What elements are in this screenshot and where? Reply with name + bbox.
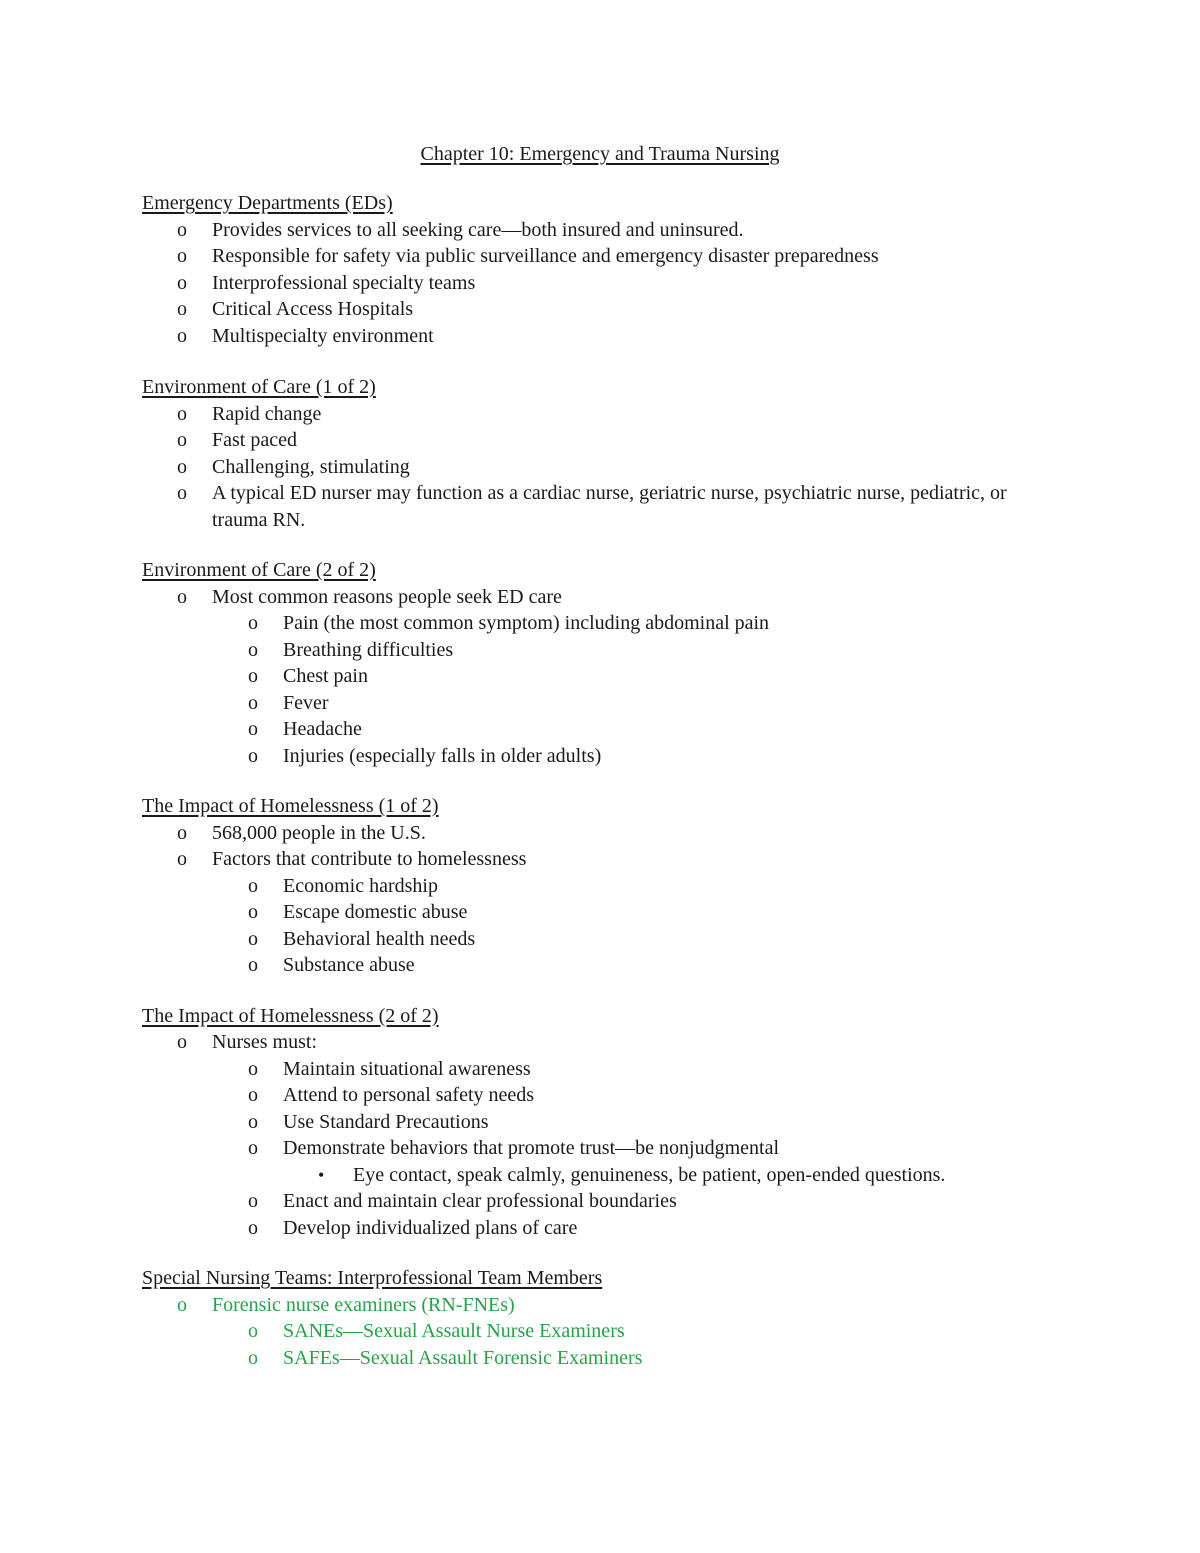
list-item: o SAFEs—Sexual Assault Forensic Examiners [142, 1345, 1062, 1372]
document-body [142, 190, 1062, 1395]
section-homelessness-2 [142, 1003, 1062, 1242]
list-item: o Responsible for safety via public surveillance and emergency disaster preparedness [142, 243, 1062, 270]
list-item: o 568,000 people in the U.S. [142, 820, 1062, 847]
hollow-bullet-icon: o [248, 954, 258, 976]
hollow-bullet-icon: o [177, 1293, 187, 1316]
list-item: • Eye contact, speak calmly, genuineness, be patient, open-ended questions. [142, 1162, 1062, 1189]
list-item: o Breathing difficulties [142, 637, 1062, 664]
list-item: o Multispecialty environment [142, 323, 1062, 350]
hollow-bullet-icon: o [248, 638, 258, 661]
sub-bullet-list [142, 873, 1062, 979]
hollow-bullet-icon: o [248, 1110, 258, 1133]
bullet-list [142, 820, 1062, 873]
hollow-bullet-icon: o [248, 691, 258, 714]
hollow-bullet-icon: o [177, 429, 187, 451]
bullet-list [142, 584, 1062, 611]
list-item: o Fever [142, 690, 1062, 717]
hollow-bullet-icon: o [177, 455, 187, 478]
list-item: o Rapid change [142, 401, 1062, 428]
hollow-bullet-icon: o [177, 402, 187, 425]
list-item: o Chest pain [142, 663, 1062, 690]
hollow-bullet-icon: o [248, 901, 258, 923]
hollow-bullet-icon: o [248, 874, 258, 897]
list-item: o Pain (the most common symptom) including abdominal pain [142, 610, 1062, 637]
list-item: o Substance abuse [142, 952, 1062, 979]
section-environment-of-care-2 [142, 557, 1062, 769]
hollow-bullet-icon: o [177, 271, 187, 294]
sub-sub-bullet-list [142, 1162, 1062, 1189]
hollow-bullet-icon: o [248, 1084, 258, 1106]
hollow-bullet-icon: o [177, 324, 187, 347]
section-special-nursing-teams [142, 1265, 1062, 1371]
list-item: o Attend to personal safety needs [142, 1082, 1062, 1109]
list-item: o Headache [142, 716, 1062, 743]
hollow-bullet-icon: o [248, 927, 258, 950]
section-heading: The Impact of Homelessness (1 of 2) [142, 795, 439, 817]
section-homelessness-1 [142, 793, 1062, 979]
list-item: o Escape domestic abuse [142, 899, 1062, 926]
hollow-bullet-icon: o [177, 1031, 187, 1053]
section-heading: Emergency Departments (EDs) [142, 192, 393, 214]
section-heading: Environment of Care (1 of 2) [142, 376, 376, 398]
hollow-bullet-icon: o [248, 612, 258, 634]
bullet-list [142, 1292, 1062, 1319]
hollow-bullet-icon: o [177, 585, 187, 608]
list-item: o Challenging, stimulating [142, 454, 1062, 481]
list-item: o Use Standard Precautions [142, 1109, 1062, 1136]
list-item: o Provides services to all seeking care—both insured and uninsured. [142, 217, 1062, 244]
list-item: o Develop individualized plans of care [142, 1215, 1062, 1242]
section-emergency-departments [142, 190, 1062, 349]
sub-bullet-list [142, 1056, 1062, 1162]
hollow-bullet-icon: o [177, 482, 187, 504]
sub-bullet-list [142, 1188, 1062, 1241]
hollow-bullet-icon: o [177, 821, 187, 844]
hollow-bullet-icon: o [248, 1216, 258, 1239]
hollow-bullet-icon: o [248, 1190, 258, 1212]
solid-bullet-icon: • [318, 1164, 325, 1185]
list-item: o Most common reasons people seek ED care [142, 584, 1062, 611]
bullet-list [142, 217, 1062, 350]
bullet-list [142, 1029, 1062, 1056]
list-item: o Nurses must: [142, 1029, 1062, 1056]
hollow-bullet-icon: o [177, 848, 187, 870]
list-item: o Fast paced [142, 427, 1062, 454]
hollow-bullet-icon: o [177, 298, 187, 320]
document-title: Chapter 10: Emergency and Trauma Nursing [420, 143, 780, 165]
sub-bullet-list [142, 1318, 1062, 1371]
list-item: o Critical Access Hospitals [142, 296, 1062, 323]
list-item: o Behavioral health needs [142, 926, 1062, 953]
hollow-bullet-icon: o [248, 1137, 258, 1159]
list-item: o Maintain situational awareness [142, 1056, 1062, 1083]
sub-bullet-list [142, 610, 1062, 769]
hollow-bullet-icon: o [248, 1346, 258, 1369]
list-item: o Forensic nurse examiners (RN-FNEs) [142, 1292, 1062, 1319]
hollow-bullet-icon: o [248, 718, 258, 740]
list-item: o SANEs—Sexual Assault Nurse Examiners [142, 1318, 1062, 1345]
hollow-bullet-icon: o [248, 665, 258, 687]
list-item: o Economic hardship [142, 873, 1062, 900]
bullet-list [142, 401, 1062, 534]
section-heading: Special Nursing Teams: Interprofessional Team Members [142, 1267, 603, 1289]
list-item: o Demonstrate behaviors that promote trust—be nonjudgmental [142, 1135, 1062, 1162]
list-item: o Injuries (especially falls in older adults) [142, 743, 1062, 770]
section-heading: Environment of Care (2 of 2) [142, 559, 376, 581]
hollow-bullet-icon: o [248, 1057, 258, 1080]
section-heading: The Impact of Homelessness (2 of 2) [142, 1004, 439, 1027]
hollow-bullet-icon: o [177, 218, 187, 241]
list-item: o Factors that contribute to homelessness [142, 846, 1062, 873]
hollow-bullet-icon: o [248, 1320, 258, 1342]
list-item: o Interprofessional specialty teams [142, 270, 1062, 297]
list-item: o Enact and maintain clear professional boundaries [142, 1188, 1062, 1215]
section-environment-of-care-1 [142, 374, 1062, 533]
hollow-bullet-icon: o [177, 245, 187, 267]
hollow-bullet-icon: o [248, 744, 258, 767]
list-item: o A typical ED nurser may function as a cardiac nurse, geriatric nurse, psychiatric nurse, pediatric, or trauma RN. [177, 482, 1007, 531]
